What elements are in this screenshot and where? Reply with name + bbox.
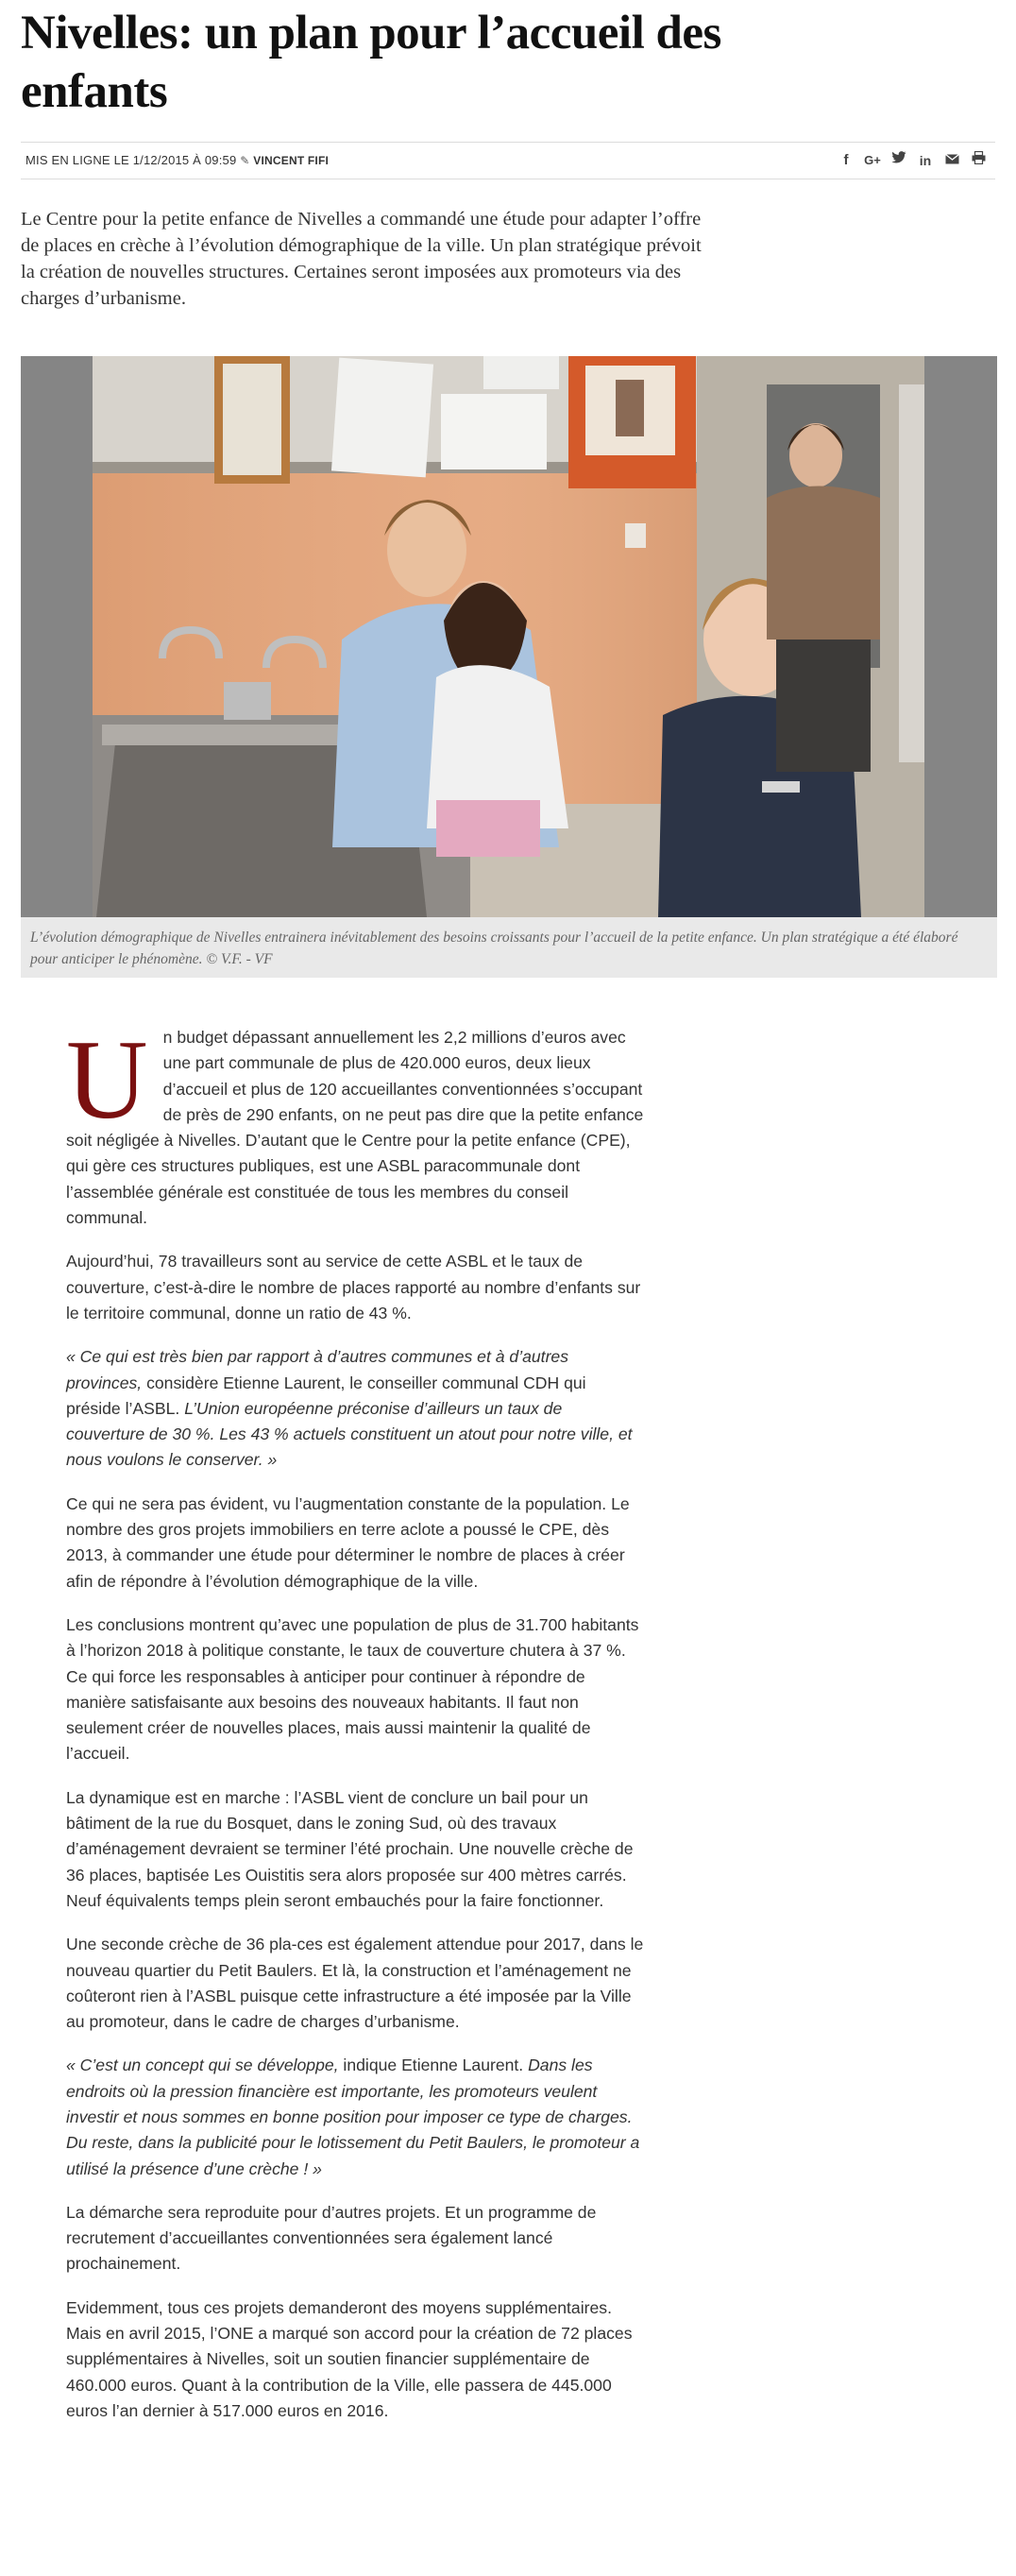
paragraph: La démarche sera reproduite pour d’autres projets. Et un programme de recrutement d’accueillantes conventionnées sera également lancé prochainement.	[66, 2202, 597, 2274]
twitter-icon[interactable]	[886, 150, 912, 171]
facebook-icon[interactable]: f	[843, 152, 849, 168]
paragraph: Aujourd’hui, 78 travailleurs sont au service de cette ASBL et le taux de couverture, c’est-à-dire le nombre de places rapporté au nombre d’enfants sur le territoire communal, donne un ratio de 43 %.	[66, 1252, 641, 1322]
article-photo	[21, 356, 997, 917]
quote-paragraph	[66, 1344, 644, 1473]
google-plus-icon[interactable]: G+	[864, 153, 881, 167]
article-body	[66, 1016, 644, 2442]
quote-attribution: indique Etienne Laurent.	[338, 2056, 529, 2075]
quote-text: « C’est un concept qui se développe,	[66, 2056, 339, 2075]
drop-cap: U	[66, 1016, 148, 1142]
author-link[interactable]: VINCENT FIFI	[253, 154, 330, 167]
pencil-icon: ✎	[240, 154, 250, 167]
linkedin-icon[interactable]: in	[919, 153, 932, 168]
email-icon[interactable]	[939, 150, 965, 171]
quote-text: « Ce qui est très bien par rapport à d’autres communes et à d’autres provinces,	[66, 1347, 569, 1392]
paragraph: Ce qui ne sera pas évident, vu l’augmentation constante de la population. Le nombre des gros projets immobiliers en terre aclote a poussé le CPE, dès 2013, à commander une étude pour déterminer le nombre de places à créer afin de répondre à l’évolution démographique de la ville.	[66, 1493, 630, 1591]
quote-text: Dans les endroits où la pression financière est importante, les promoteurs veulent investir et nous sommes en bonne position pour imposer ce type de charges. Du reste, dans la publicité pour le lotissement du Petit Baulers, le promoteur a utilisé la présence d’une crèche ! »	[66, 2056, 640, 2178]
paragraph-text: n budget dépassant annuellement les 2,2 millions d’euros avec une part communale de plus de 420.000 euros, deux lieux d’accueil et plus de 120 accueillantes conventionnées s’occupant de près de 290 enfants, on ne peut pas dire que la petite enfance soit négligée à Nivelles. D’autant que le Centre pour la petite enfance (CPE), qui gère ces structures publiques, est une ASBL paracommunale dont l’assemblée générale est constituée de tous les membres du conseil communal.	[66, 1028, 644, 1228]
print-icon[interactable]	[965, 150, 991, 171]
share-toolbar	[833, 150, 991, 171]
paragraph: Une seconde crèche de 36 pla-ces est également attendue pour 2017, dans le nouveau quartier du Petit Baulers. Et là, la construction et l’aménagement ne coûteront rien à l’ASBL puisque cette infrastructure a été imposée par la Ville au promoteur, dans le cadre de charges d’urbanisme.	[66, 1935, 644, 2032]
article-figure	[21, 356, 997, 978]
paragraph-intro	[66, 1016, 644, 1231]
paragraph: Les conclusions montrent qu’avec une population de plus de 31.700 habitants à l’horizon 2018 à politique constante, le taux de couverture chutera à 37 %. Ce qui force les responsables à anticiper pour continuer à répondre de manière satisfaisante aux besoins des nouveaux habitants. Il faut non seulement créer de nouvelles places, mais aussi maintenir la qualité de l’accueil.	[66, 1614, 639, 1764]
paragraph: Evidemment, tous ces projets demanderont des moyens supplémentaires. Mais en avril 2015, l’ONE a marqué son accord pour la création de 72 places supplémentaires à Nivelles, soit un soutien financier supplémentaire de 460.000 euros. Quant à la contribution de la Ville, elle passera de 445.000 euros l’an dernier à 517.000 euros en 2016.	[66, 2297, 633, 2420]
photo-caption: L’évolution démographique de Nivelles entrainera inévitablement des besoins croissants pour l’accueil de la petite enfance. Un plan stratégique a été élaboré pour anticiper le phénomène. © V.F. - VF	[30, 930, 958, 967]
article-lead: Le Centre pour la petite enfance de Nivelles a commandé une étude pour adapter l’offre de places en crèche à l’évolution démographique de la ville. Un plan stratégique prévoit la création de nouvelles structures. Certaines seront imposées aux promoteurs via des charges d’urbanisme.	[21, 209, 702, 309]
quote-text: L’Union européenne préconise d’ailleurs un taux de couverture de 30 %. Les 43 % actuels constituent un atout pour notre ville, et nous voulons le conserver. »	[66, 1398, 633, 1470]
paragraph: La dynamique est en marche : l’ASBL vient de conclure un bail pour un bâtiment de la rue du Bosquet, dans le zoning Sud, où des travaux d’aménagement devraient se terminer l’été prochain. Une nouvelle crèche de 36 places, baptisée Les Ouistitis sera alors proposée sur 400 mètres carrés. Neuf équivalents temps plein seront embauchés pour la faire fonctionner.	[66, 1787, 634, 1910]
publication-info	[25, 153, 329, 167]
article-meta-bar	[21, 142, 995, 179]
quote-paragraph	[66, 2053, 644, 2181]
article-title: Nivelles: un plan pour l’accueil des enfants	[21, 7, 721, 118]
quote-attribution: considère Etienne Laurent, le conseiller communal CDH qui préside l’ASBL.	[66, 1373, 586, 1418]
published-date: MIS EN LIGNE LE 1/12/2015 À 09:59	[25, 153, 237, 167]
